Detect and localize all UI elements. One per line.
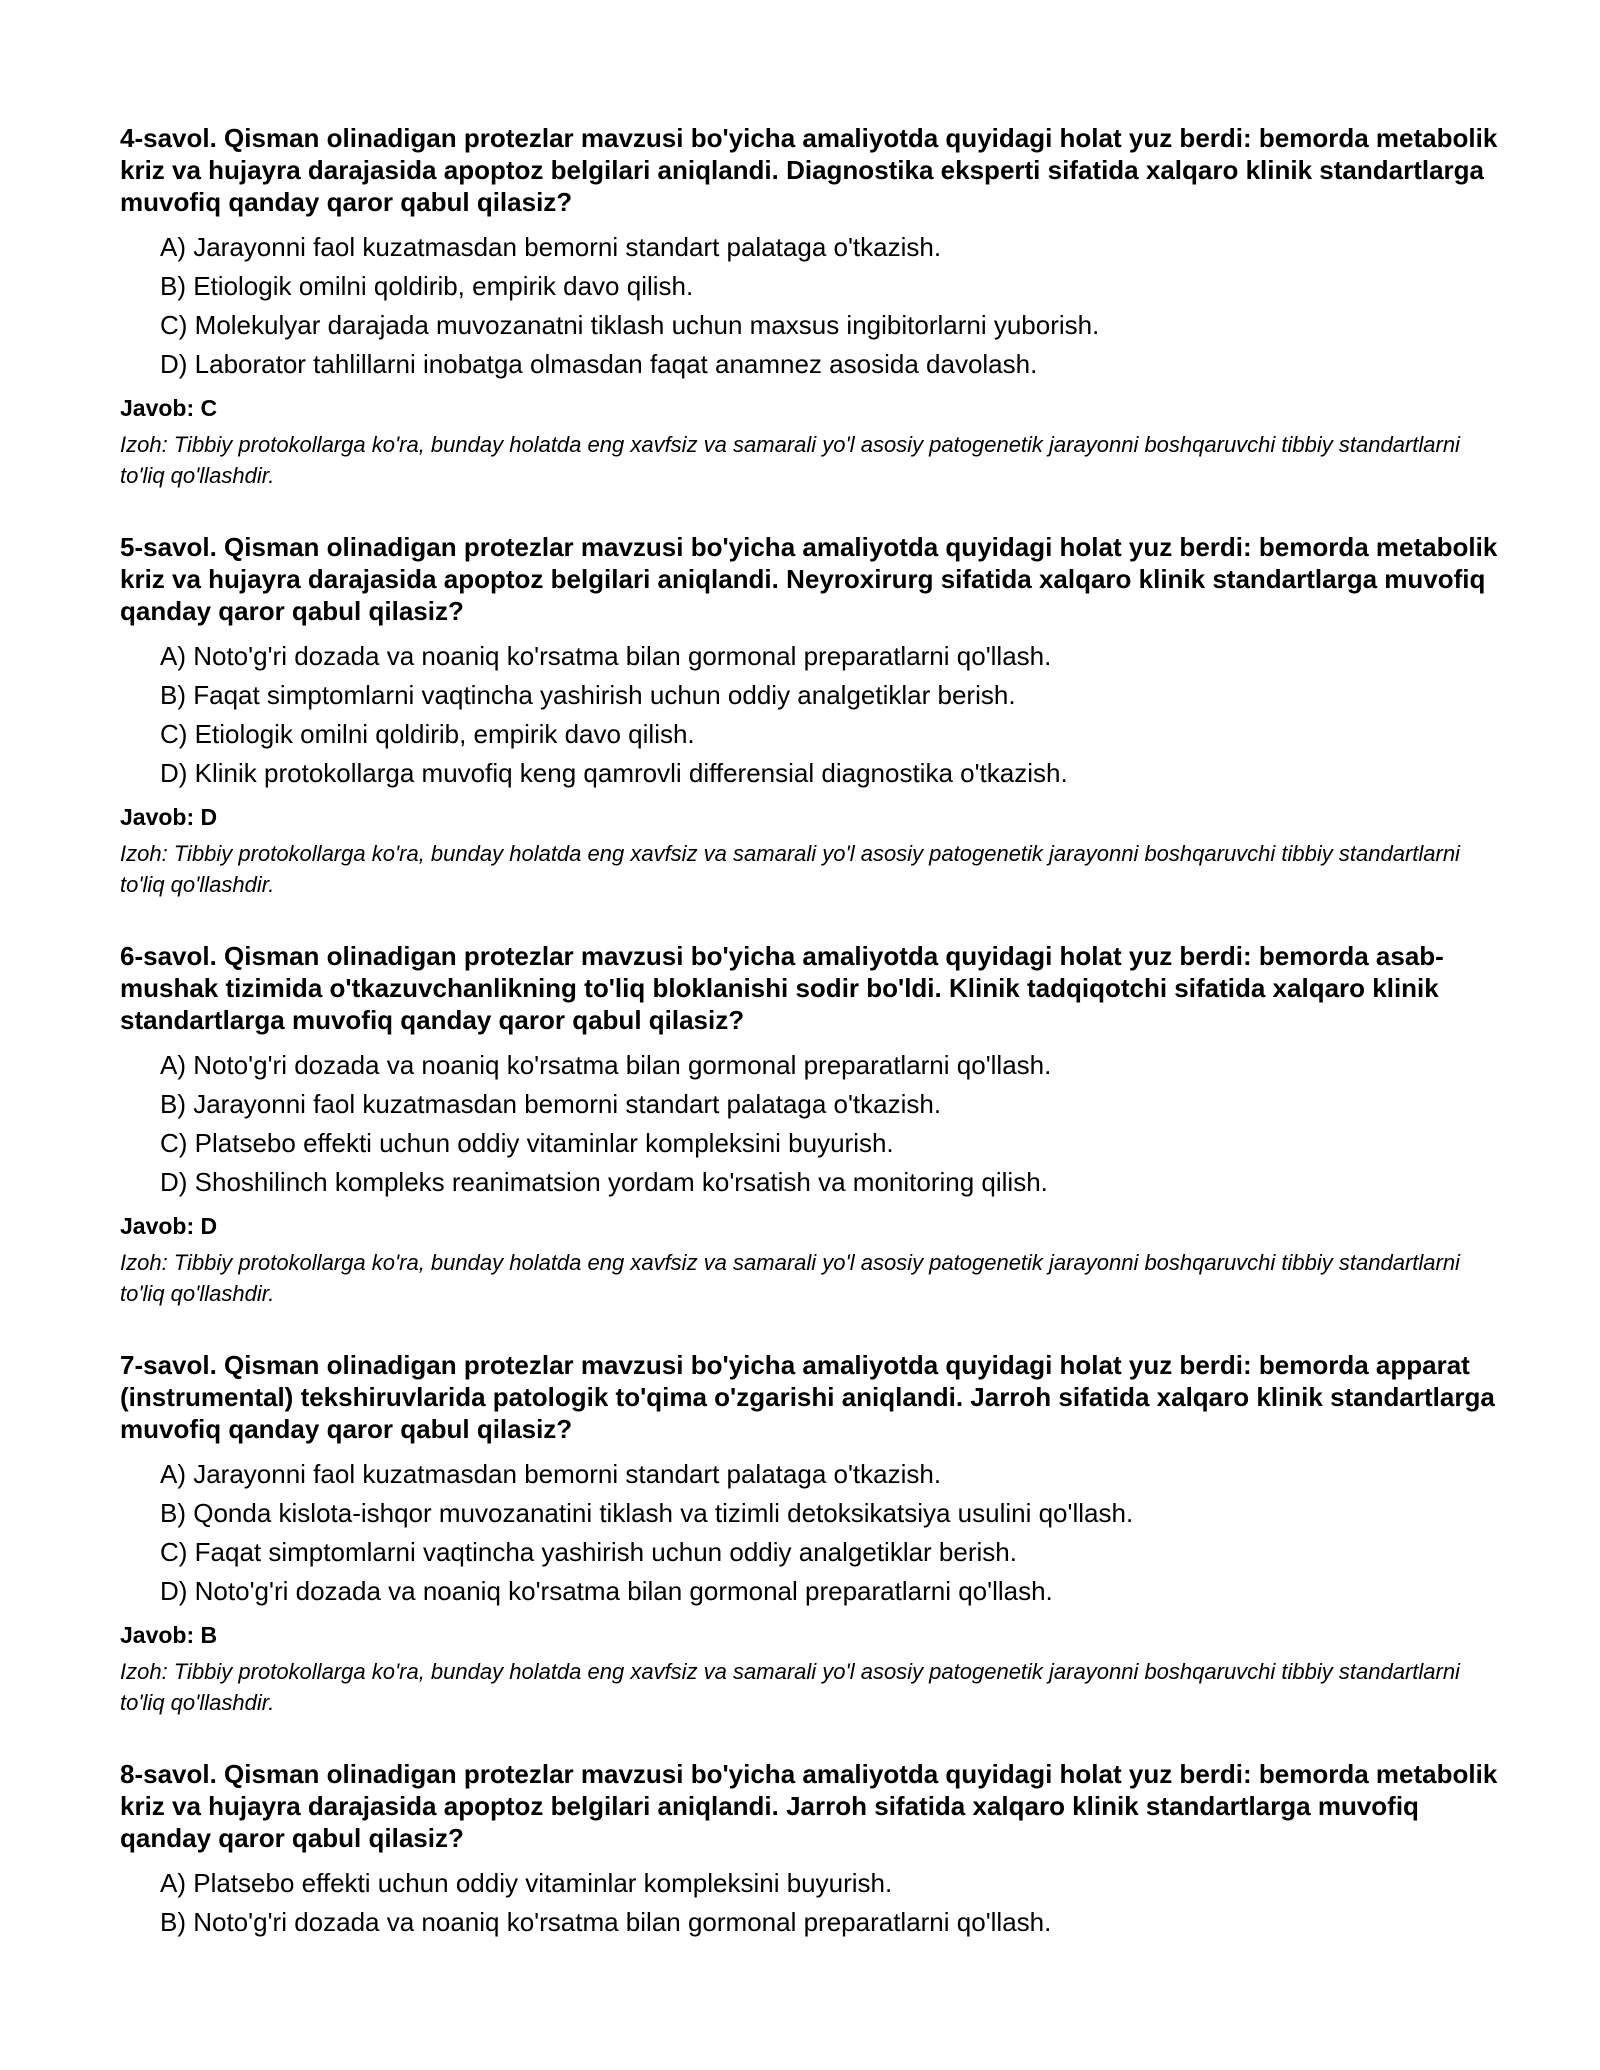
explanation-note: Izoh: Tibbiy protokollarga ko'ra, bunday holatda eng xavfsiz va samarali yo'l asosiy patogenetik jarayonni boshqaruvchi tibbiy standartlarni to'liq qo'llashdir.: [120, 1659, 1460, 1715]
question-block: [120, 531, 1500, 900]
question-title: 5-savol. Qisman olinadigan protezlar mavzusi bo'yicha amaliyotda quyidagi holat yuz berdi: bemorda metabolik kriz va hujayra darajasida apoptoz belgilari aniqlandi. Neyroxirurg sifatida xalqaro klinik standartlarga muvofiq qanday qaror qabul qilasiz?: [120, 532, 1498, 626]
question-block: [120, 1349, 1500, 1718]
question-title: 7-savol. Qisman olinadigan protezlar mavzusi bo'yicha amaliyotda quyidagi holat yuz berdi: bemorda apparat (instrumental) tekshiruvlarida patologik to'qima o'zgarishi aniqlandi. Jarroh sifatida xalqaro klinik standartlarga muvofiq qanday qaror qabul qilasiz?: [120, 1350, 1495, 1444]
option-b: B) Noto'g'ri dozada va noaniq ko'rsatma bilan gormonal preparatlarni qo'llash.: [160, 1907, 1052, 1937]
question-block: [120, 940, 1500, 1309]
option-b: B) Etiologik omilni qoldirib, empirik davo qilish.: [160, 271, 694, 301]
explanation-note: Izoh: Tibbiy protokollarga ko'ra, bunday holatda eng xavfsiz va samarali yo'l asosiy patogenetik jarayonni boshqaruvchi tibbiy standartlarni to'liq qo'llashdir.: [120, 432, 1460, 488]
option-a: A) Noto'g'ri dozada va noaniq ko'rsatma bilan gormonal preparatlarni qo'llash.: [160, 1050, 1052, 1080]
option-c: C) Platsebo effekti uchun oddiy vitaminlar kompleksini buyurish.: [160, 1128, 894, 1158]
option-d: D) Klinik protokollarga muvofiq keng qamrovli differensial diagnostika o'tkazish.: [160, 758, 1068, 788]
option-list: [120, 228, 1500, 384]
document-page: [120, 122, 1500, 1982]
option-a: A) Noto'g'ri dozada va noaniq ko'rsatma bilan gormonal preparatlarni qo'llash.: [160, 641, 1052, 671]
question-title: 8-savol. Qisman olinadigan protezlar mavzusi bo'yicha amaliyotda quyidagi holat yuz berdi: bemorda metabolik kriz va hujayra darajasida apoptoz belgilari aniqlandi. Jarroh sifatida xalqaro klinik standartlarga muvofiq qanday qaror qabul qilasiz?: [120, 1759, 1498, 1853]
option-c: C) Faqat simptomlarni vaqtincha yashirish uchun oddiy analgetiklar berish.: [160, 1537, 1017, 1567]
option-b: B) Faqat simptomlarni vaqtincha yashirish uchun oddiy analgetiklar berish.: [160, 680, 1016, 710]
answer-label: Javob: D: [120, 1213, 218, 1239]
option-c: C) Molekulyar darajada muvozanatni tiklash uchun maxsus ingibitorlarni yuborish.: [160, 310, 1100, 340]
option-c: C) Etiologik omilni qoldirib, empirik davo qilish.: [160, 719, 695, 749]
answer-label: Javob: D: [120, 804, 218, 830]
option-a: A) Jarayonni faol kuzatmasdan bemorni standart palataga o'tkazish.: [160, 1459, 942, 1489]
option-a: A) Jarayonni faol kuzatmasdan bemorni standart palataga o'tkazish.: [160, 232, 942, 262]
option-b: B) Qonda kislota-ishqor muvozanatini tiklash va tizimli detoksikatsiya usulini qo'llash.: [160, 1498, 1134, 1528]
option-d: D) Laborator tahlillarni inobatga olmasdan faqat anamnez asosida davolash.: [160, 349, 1038, 379]
option-list: [120, 1046, 1500, 1202]
question-block: [120, 1758, 1500, 1942]
option-b: B) Jarayonni faol kuzatmasdan bemorni standart palataga o'tkazish.: [160, 1089, 942, 1119]
answer-label: Javob: C: [120, 395, 218, 421]
explanation-note: Izoh: Tibbiy protokollarga ko'ra, bunday holatda eng xavfsiz va samarali yo'l asosiy patogenetik jarayonni boshqaruvchi tibbiy standartlarni to'liq qo'llashdir.: [120, 841, 1460, 897]
question-title: 6-savol. Qisman olinadigan protezlar mavzusi bo'yicha amaliyotda quyidagi holat yuz berdi: bemorda asab-mushak tizimida o'tkazuvchanlikning to'liq bloklanishi sodir bo'ldi. Klinik tadqiqotchi sifatida xalqaro klinik standartlarga muvofiq qanday qaror qabul qilasiz?: [120, 941, 1444, 1035]
option-list: [120, 1864, 1500, 1942]
option-list: [120, 637, 1500, 793]
option-list: [120, 1455, 1500, 1611]
question-block: [120, 122, 1500, 491]
question-title: 4-savol. Qisman olinadigan protezlar mavzusi bo'yicha amaliyotda quyidagi holat yuz berdi: bemorda metabolik kriz va hujayra darajasida apoptoz belgilari aniqlandi. Diagnostika eksperti sifatida xalqaro klinik standartlarga muvofiq qanday qaror qabul qilasiz?: [120, 123, 1498, 217]
option-a: A) Platsebo effekti uchun oddiy vitaminlar kompleksini buyurish.: [160, 1868, 893, 1898]
explanation-note: Izoh: Tibbiy protokollarga ko'ra, bunday holatda eng xavfsiz va samarali yo'l asosiy patogenetik jarayonni boshqaruvchi tibbiy standartlarni to'liq qo'llashdir.: [120, 1250, 1460, 1306]
answer-label: Javob: B: [120, 1622, 218, 1648]
option-d: D) Shoshilinch kompleks reanimatsion yordam ko'rsatish va monitoring qilish.: [160, 1167, 1048, 1197]
option-d: D) Noto'g'ri dozada va noaniq ko'rsatma bilan gormonal preparatlarni qo'llash.: [160, 1576, 1053, 1606]
